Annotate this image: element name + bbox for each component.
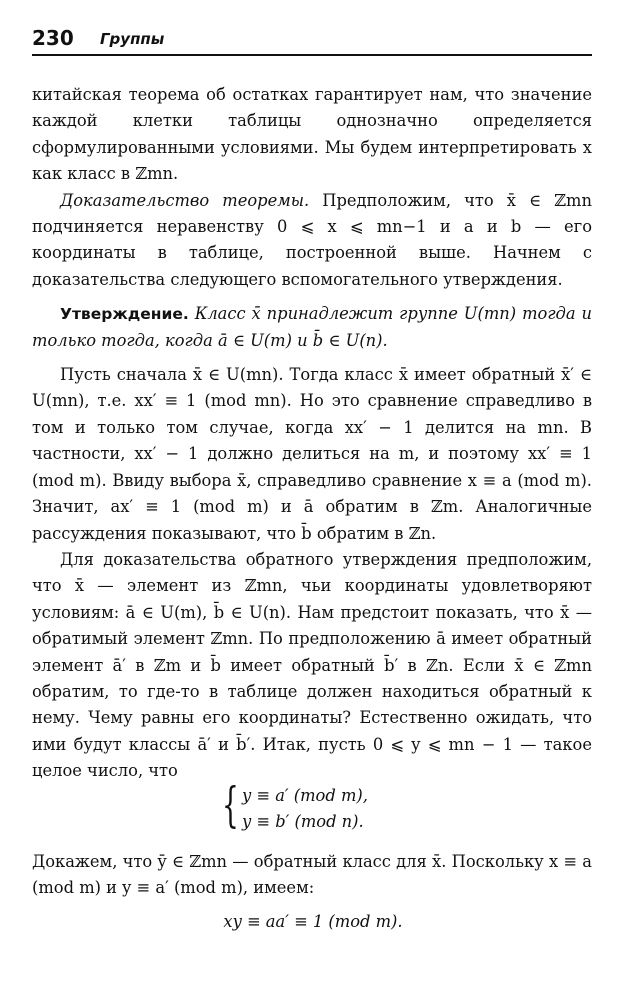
proof-label: Доказательство теоремы. xyxy=(60,190,310,210)
page-header xyxy=(32,24,592,56)
body-text xyxy=(32,82,592,785)
proof-text: Предположим, что x̄ ∈ ℤmn подчиняется неравенству 0 ⩽ x ⩽ mn−1 и a и b — его координаты в таблице, построенной выше. Начнем с доказательства следующего вспомогательного утверждения. xyxy=(32,190,592,289)
paragraph-continuation: китайская теорема об остатках гарантирует нам, что значение каждой клетки таблицы однозначно определяется сформулированными условиями. Мы будем интерпретировать x как класс в ℤmn. xyxy=(32,85,592,184)
system-line-2: y ≡ b′ (mod n). xyxy=(242,812,364,831)
left-brace: { xyxy=(222,777,239,833)
display-equation: xy ≡ aa′ ≡ 1 (mod m). xyxy=(223,912,403,931)
paragraph-converse: Для доказательства обратного утверждения предположим, что x̄ — элемент из ℤmn, чьи координаты удовлетворяют условиям: ā ∈ U(m), b̄ ∈ U(n). Нам предстоит показать, что x̄ — обратимый элемент ℤmn. По предположению ā имеет обратный элемент ā′ в ℤm и b̄ имеет обратный b̄′ в ℤn. Если x̄ ∈ ℤmn обратим, то где-то в таблице должен находиться обратный к нему. Чему равны его координаты? Естественно ожидать, что ими будут классы ā′ и b̄′. Итак, пусть 0 ⩽ y ⩽ mn − 1 — такое целое число, что xyxy=(32,549,592,781)
paragraph-forward-direction: Пусть сначала x̄ ∈ U(mn). Тогда класс x̄ имеет обратный x̄′ ∈ U(mn), т.е. xx′ ≡ 1 (mod mn). Но это сравнение справедливо в том и только том случае, когда xx′ − 1 делится на mn. В частности, xx′ − 1 должно делиться на m, и поэтому xx′ ≡ 1 (mod m). Ввиду выбора x̄, справедливо сравнение x ≡ a (mod m). Значит, ax′ ≡ 1 (mod m) и ā обратим в ℤm. Аналогичные рассуждения показывают, что b̄ обратим в ℤn. xyxy=(32,365,592,543)
after-system-text xyxy=(32,849,592,902)
paragraph-proof-start xyxy=(32,188,592,294)
running-title: Группы xyxy=(100,30,165,48)
paragraph-inverse-class: Докажем, что ȳ ∈ ℤmn — обратный класс для x̄. Поскольку x ≡ a (mod m) и y ≡ a′ (mod m), имеем: xyxy=(32,852,592,898)
statement-label: Утверждение. xyxy=(60,305,189,324)
paragraph-statement xyxy=(32,301,592,354)
page-number: 230 xyxy=(32,26,74,50)
system-line-1: y ≡ a′ (mod m), xyxy=(242,786,368,805)
statement-text: Класс x̄ принадлежит группе U(mn) тогда и только тогда, когда ā ∈ U(m) и b̄ ∈ U(n). xyxy=(32,304,592,350)
